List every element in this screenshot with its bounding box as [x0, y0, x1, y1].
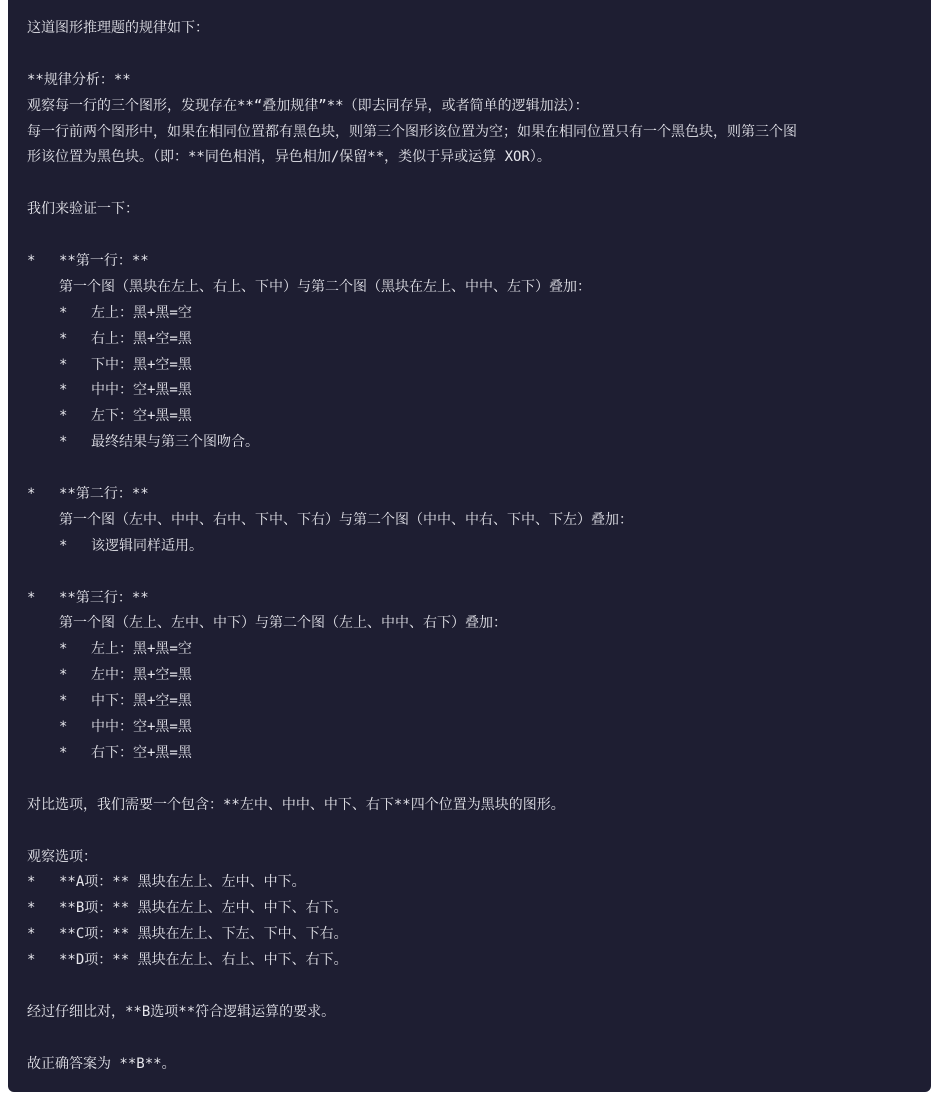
bullet-marker: * — [59, 330, 68, 347]
list-item-text: 中中：空+黑=黑 — [91, 382, 192, 399]
list-item — [27, 896, 931, 922]
list-item — [27, 534, 931, 560]
list-item — [27, 482, 931, 508]
text-line: 这道图形推理题的规律如下： — [27, 20, 209, 36]
bullet-marker: * — [27, 926, 36, 943]
list-item-text: **A项：** 黑块在左上、左中、中下。 — [59, 874, 306, 891]
list-item-text: 最终结果与第三个图吻合。 — [91, 434, 259, 451]
bullet-marker: * — [59, 641, 68, 658]
blank-line — [27, 456, 931, 482]
list-item — [27, 430, 931, 456]
blank-line — [27, 171, 931, 197]
blank-line — [27, 560, 931, 586]
list-item-text: 右上：黑+空=黑 — [91, 330, 192, 347]
bullet-marker: * — [27, 874, 36, 891]
blank-line — [27, 974, 931, 1000]
list-item — [27, 301, 931, 327]
bullet-marker: * — [59, 667, 68, 684]
text-line: 故正确答案为 **B**。 — [27, 1055, 176, 1072]
bullet-marker: * — [27, 900, 36, 917]
list-item-text: 下中：黑+空=黑 — [91, 356, 192, 373]
indented-text-line: 第一个图（左上、左中、中下）与第二个图（左上、中中、右下）叠加： — [59, 615, 507, 632]
text-line: **规律分析：** — [27, 71, 131, 88]
indented-text-line: 第一个图（左中、中中、右中、下中、下右）与第二个图（中中、中右、下中、下左）叠加： — [59, 511, 633, 528]
bullet-marker: * — [59, 408, 68, 425]
bullet-marker: * — [27, 952, 36, 969]
bullet-marker: * — [59, 434, 68, 451]
blank-line — [27, 42, 931, 68]
list-item-text: **第二行：** — [59, 486, 149, 503]
text-line: 对比选项，我们需要一个包含：**左中、中中、中下、右下**四个位置为黑块的图形。 — [27, 796, 565, 813]
list-item — [27, 353, 931, 379]
response-panel — [8, 0, 931, 1092]
text-line: 我们来验证一下： — [27, 201, 139, 218]
bullet-marker: * — [59, 382, 68, 399]
list-item — [27, 404, 931, 430]
list-item — [27, 870, 931, 896]
bullet-marker: * — [59, 537, 68, 554]
list-item-text: 左中：黑+空=黑 — [91, 667, 192, 684]
list-item-text: **第三行：** — [59, 589, 149, 606]
list-item-text: 左下：空+黑=黑 — [91, 408, 192, 425]
bullet-marker: * — [27, 253, 36, 270]
blank-line — [27, 1026, 931, 1052]
list-item-text: **D项：** 黑块在左上、右上、中下、右下。 — [59, 952, 348, 969]
list-item — [27, 741, 931, 767]
list-item — [27, 922, 931, 948]
list-item — [27, 327, 931, 353]
blank-line — [27, 819, 931, 845]
bullet-marker: * — [59, 304, 68, 321]
list-item-text: **第一行：** — [59, 253, 149, 270]
list-item-text: 中下：黑+空=黑 — [91, 693, 192, 710]
text-line: 经过仔细比对，**B选项**符合逻辑运算的要求。 — [27, 1003, 336, 1020]
response-text — [27, 16, 931, 1078]
bullet-marker: * — [59, 693, 68, 710]
indented-text-line: 第一个图（黑块在左上、右上、下中）与第二个图（黑块在左上、中中、左下）叠加： — [59, 278, 591, 295]
text-line: 观察每一行的三个图形，发现存在**“叠加规律”**（即去同存异，或者简单的逻辑加法）： — [27, 97, 589, 114]
bullet-marker: * — [27, 486, 36, 503]
text-line: 观察选项： — [27, 848, 97, 865]
list-item-text: **B项：** 黑块在左上、左中、中下、右下。 — [59, 900, 348, 917]
text-line: 每一行前两个图形中，如果在相同位置都有黑色块，则第三个图形该位置为空；如果在相同位置只有一个黑色块，则第三个图 — [27, 123, 797, 140]
list-item-text: 左上：黑+黑=空 — [91, 304, 192, 321]
list-item — [27, 249, 931, 275]
list-item-text: 左上：黑+黑=空 — [91, 641, 192, 658]
list-item — [27, 715, 931, 741]
list-item — [27, 378, 931, 404]
blank-line — [27, 223, 931, 249]
list-item-text: **C项：** 黑块在左上、下左、下中、下右。 — [59, 926, 348, 943]
list-item-text: 中中：空+黑=黑 — [91, 719, 192, 736]
list-item — [27, 663, 931, 689]
list-item — [27, 948, 931, 974]
list-item — [27, 586, 931, 612]
blank-line — [27, 767, 931, 793]
list-item — [27, 637, 931, 663]
bullet-marker: * — [27, 589, 36, 606]
bullet-marker: * — [59, 744, 68, 761]
list-item — [27, 689, 931, 715]
list-item-text: 该逻辑同样适用。 — [91, 537, 203, 554]
bullet-marker: * — [59, 356, 68, 373]
text-line: 形该位置为黑色块。（即：**同色相消，异色相加/保留**，类似于异或运算 XOR）。 — [27, 149, 551, 166]
list-item-text: 右下：空+黑=黑 — [91, 744, 192, 761]
bullet-marker: * — [59, 719, 68, 736]
